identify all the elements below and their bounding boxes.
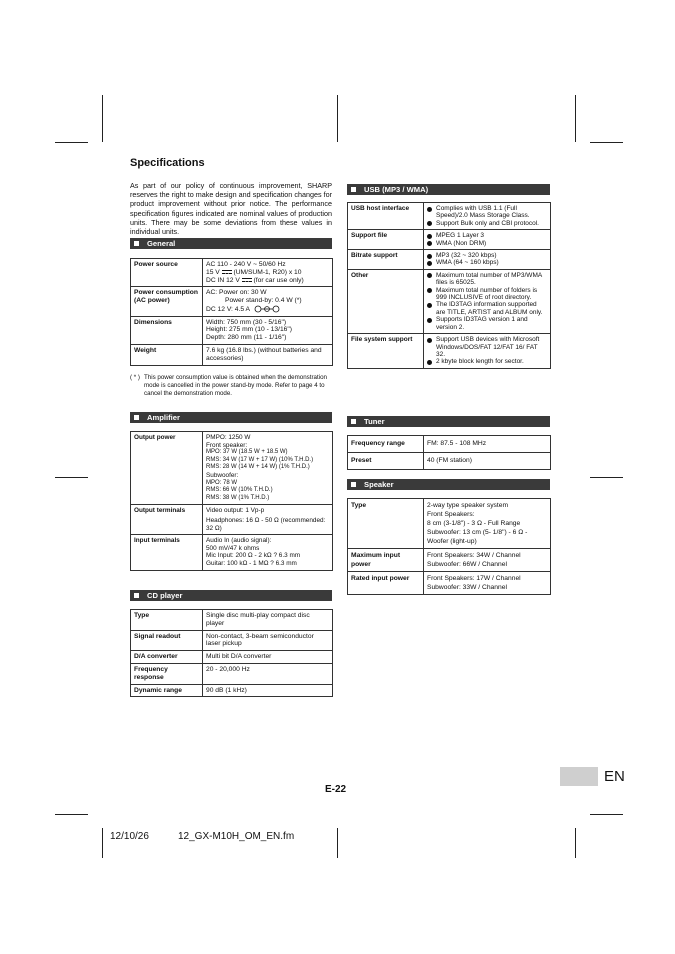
crop-mark [55, 814, 88, 815]
table-row [131, 684, 333, 697]
bullet-icon [427, 288, 432, 293]
square-bullet-icon [351, 187, 356, 192]
table-row [348, 453, 551, 470]
value-line: RMS: 38 W (1% T.H.D.) [206, 494, 270, 501]
bullet-icon [427, 221, 432, 226]
row-label: Type [348, 499, 424, 549]
language-tab-label: EN [604, 768, 625, 785]
bullet-item: 2 kbyte block length for sector. [427, 358, 547, 365]
bullet-icon [427, 360, 432, 365]
row-value [203, 287, 333, 316]
row-label: Power source [131, 259, 203, 287]
dc-symbol-icon [222, 270, 232, 274]
row-value [424, 572, 551, 595]
row-label: File system support [348, 334, 424, 369]
section-title: General [147, 239, 176, 248]
section-header-usb [347, 184, 550, 195]
row-label: Type [131, 610, 203, 631]
crop-mark [590, 477, 623, 478]
value-line: Mic Input: 200 Ω - 2 kΩ ? 6.3 mm [206, 552, 301, 560]
value-line: Subwoofer: 13 cm (5- 1/8") - 6 Ω - Woofer (light-up) [427, 529, 528, 545]
table-row [131, 287, 333, 316]
row-label: Dimensions [131, 316, 203, 344]
row-value: 20 - 20,000 Hz [203, 663, 333, 684]
row-label: Input terminals [131, 535, 203, 570]
value-line: Video output: 1 Vp-p [206, 507, 265, 515]
row-value [203, 432, 333, 505]
usb-table [347, 202, 551, 369]
row-label: Other [348, 269, 424, 333]
cd-player-table [130, 609, 333, 697]
row-label: Frequency range [348, 436, 424, 453]
section-header-amplifier [130, 412, 332, 423]
value-line: Subwoofer: 33W / Channel [427, 584, 507, 591]
crop-mark [590, 814, 623, 815]
row-label: Signal readout [131, 630, 203, 651]
row-label: Power consumption (AC power) [131, 287, 203, 316]
value-line: MPO: 37 W (18.5 W + 18.5 W) [206, 449, 288, 456]
table-row [348, 549, 551, 572]
page-title: Specifications [130, 157, 205, 169]
table-row [131, 344, 333, 365]
row-label: Output terminals [131, 505, 203, 535]
bullet-icon [427, 318, 432, 323]
value-line: 15 V (UM/SUM-1, R20) x 10 [206, 268, 302, 276]
bullet-item: The ID3TAG information supported are TITLE, ARTIST and ALBUM only. [427, 301, 547, 316]
value-line: 8 cm (3-1/8") - 3 Ω - Full Range [427, 520, 521, 527]
crop-mark [575, 95, 576, 142]
row-label: Preset [348, 453, 424, 470]
table-row [348, 203, 551, 230]
footer-date: 12/10/26 [110, 831, 149, 842]
square-bullet-icon [134, 415, 139, 420]
value-line: 500 mV/47 k ohms [206, 544, 260, 552]
table-row [348, 499, 551, 549]
row-value [424, 250, 551, 270]
speaker-table [347, 498, 551, 595]
row-value: Multi bit D/A converter [203, 651, 333, 664]
row-value: 90 dB (1 kHz) [203, 684, 333, 697]
intro-paragraph: As part of our policy of continuous improvement, SHARP reserves the right to make design and specification changes for product improvement without prior notice. The performance specification figures indicated are nominal values of production units. There may be some deviations from these values in individual units. [130, 181, 332, 237]
crop-mark [102, 95, 103, 142]
row-value: Single disc multi-play compact disc player [203, 610, 333, 631]
section-title: USB (MP3 / WMA) [364, 185, 429, 194]
value-line: Headphones: 16 Ω - 50 Ω (recommended: 32 Ω) [206, 516, 326, 532]
table-row [348, 436, 551, 453]
footnote-mark: ( * ) [130, 374, 140, 381]
row-value: FM: 87.5 - 108 MHz [424, 436, 551, 453]
value-line: RMS: 66 W (10% T.H.D.) [206, 487, 273, 494]
table-row [131, 630, 333, 651]
section-title: CD player [147, 591, 183, 600]
row-label: Support file [348, 230, 424, 250]
table-row [348, 230, 551, 250]
row-value: Non-contact, 3-beam semiconductor laser pickup [203, 630, 333, 651]
bullet-item: Support Bulk only and CBI protocol. [427, 220, 547, 227]
table-row [131, 505, 333, 535]
value-line: AC 110 - 240 V ~ 50/60 Hz [206, 261, 286, 268]
value-line: 2-way type speaker system [427, 502, 509, 509]
row-value [424, 230, 551, 250]
row-label: Maximum input power [348, 549, 424, 572]
language-tab-bar [560, 767, 598, 786]
section-header-speaker [347, 479, 550, 490]
value-line: Audio In (audio signal): [206, 537, 272, 545]
value-line: Subwoofer: [206, 471, 239, 479]
value-line: AC: Power on: 30 W [206, 289, 267, 297]
square-bullet-icon [351, 482, 356, 487]
value-line: Width: 750 mm (30 - 5/16") [206, 318, 287, 326]
row-value [424, 269, 551, 333]
row-value [424, 499, 551, 549]
value-line: Subwoofer: 66W / Channel [427, 561, 507, 568]
row-label: D/A converter [131, 651, 203, 664]
amplifier-table [130, 431, 333, 571]
general-table [130, 258, 333, 366]
square-bullet-icon [134, 241, 139, 246]
square-bullet-icon [134, 593, 139, 598]
footnote-text: This power consumption value is obtained when the demonstration mode is cancelled in the power stand-by mode. Refer to page 4 to cancel the demonstration mode. [143, 374, 327, 397]
page-number: E-22 [325, 784, 347, 795]
bullet-item: Supports ID3TAG version 1 and version 2. [427, 316, 547, 331]
footnote [130, 374, 335, 398]
table-row [348, 269, 551, 333]
value-line: RMS: 28 W (14 W + 14 W) (1% T.H.D.) [206, 464, 310, 471]
bullet-icon [427, 234, 432, 239]
table-row [131, 432, 333, 505]
row-value [203, 505, 333, 535]
table-row [348, 334, 551, 369]
row-value [424, 549, 551, 572]
bullet-icon [427, 273, 432, 278]
row-value [424, 203, 551, 230]
row-value [203, 316, 333, 344]
table-row [348, 572, 551, 595]
row-label: USB host interface [348, 203, 424, 230]
bullet-icon [427, 207, 432, 212]
table-row [131, 259, 333, 287]
value-line: Front speaker: [206, 441, 248, 449]
bullet-icon [427, 241, 432, 246]
bullet-item: WMA (64 ~ 160 kbps) [427, 259, 547, 266]
section-header-tuner [347, 416, 550, 427]
table-row [131, 663, 333, 684]
bullet-icon [427, 254, 432, 259]
bullet-item: Support USB devices with Microsoft Windows/DOS/FAT 12/FAT 16/ FAT 32. [427, 336, 547, 358]
bullet-icon [427, 303, 432, 308]
value-line: MPO: 78 W [206, 479, 238, 486]
value-line: RMS: 34 W (17 W + 17 W) (10% T.H.D.) [206, 456, 314, 463]
value-line: Front Speakers: [427, 511, 475, 518]
row-label: Rated input power [348, 572, 424, 595]
row-value: 7.6 kg (16.8 lbs.) (without batteries and accessories) [203, 344, 333, 365]
value-line: Depth: 280 mm (11 - 1/16") [206, 334, 287, 342]
bullet-item: Complies with USB 1.1 (Full Speed)/2.0 Mass Storage Class. [427, 205, 547, 220]
crop-mark [575, 828, 576, 858]
bullet-item: Maximum total number of MP3/WMA files is 65025. [427, 272, 547, 287]
value-line: PMPO: 1250 W [206, 434, 251, 441]
tuner-table [347, 435, 551, 470]
row-label: Output power [131, 432, 203, 505]
square-bullet-icon [351, 419, 356, 424]
bullet-icon [427, 338, 432, 343]
crop-mark [337, 95, 338, 142]
table-row [131, 535, 333, 570]
section-title: Tuner [364, 417, 385, 426]
row-label: Weight [131, 344, 203, 365]
language-tab [560, 767, 632, 786]
section-title: Speaker [364, 480, 394, 489]
table-row [131, 610, 333, 631]
bullet-item: Maximum total number of folders is 999 INCLUSIVE of root directory. [427, 287, 547, 302]
row-value [203, 259, 333, 287]
value-line: DC IN 12 V (for car use only) [206, 276, 304, 284]
bullet-item: WMA (Non DRM) [427, 240, 547, 247]
bullet-item: MPEG 1 Layer 3 [427, 232, 547, 239]
row-label: Dynamic range [131, 684, 203, 697]
crop-mark [590, 142, 623, 143]
table-row [131, 316, 333, 344]
table-row [131, 651, 333, 664]
polarity-icon [254, 305, 280, 313]
row-value [424, 334, 551, 369]
value-line: Front Speakers: 34W / Channel [427, 552, 521, 559]
section-title: Amplifier [147, 413, 180, 422]
row-label: Bitrate support [348, 250, 424, 270]
bullet-icon [427, 261, 432, 266]
crop-mark [55, 477, 88, 478]
section-header-cd-player [130, 590, 332, 601]
bullet-item: MP3 (32 ~ 320 kbps) [427, 252, 547, 259]
row-value: 40 (FM station) [424, 453, 551, 470]
value-line: Height: 275 mm (10 - 13/16") [206, 326, 293, 334]
table-row [348, 250, 551, 270]
value-line: Guitar: 100 kΩ - 1 MΩ ? 6.3 mm [206, 559, 297, 567]
crop-mark [102, 828, 103, 858]
row-label: Frequency response [131, 663, 203, 684]
value-line: Front Speakers: 17W / Channel [427, 575, 521, 582]
value-line: Power stand-by: 0.4 W (*) [225, 297, 302, 305]
dc-symbol-icon [242, 278, 252, 282]
crop-mark [55, 142, 88, 143]
row-value [203, 535, 333, 570]
section-header-general [130, 238, 332, 249]
value-line: DC 12 V: 4.5 A [206, 305, 329, 314]
crop-mark [337, 828, 338, 858]
footer-filename: 12_GX-M10H_OM_EN.fm [178, 831, 295, 842]
